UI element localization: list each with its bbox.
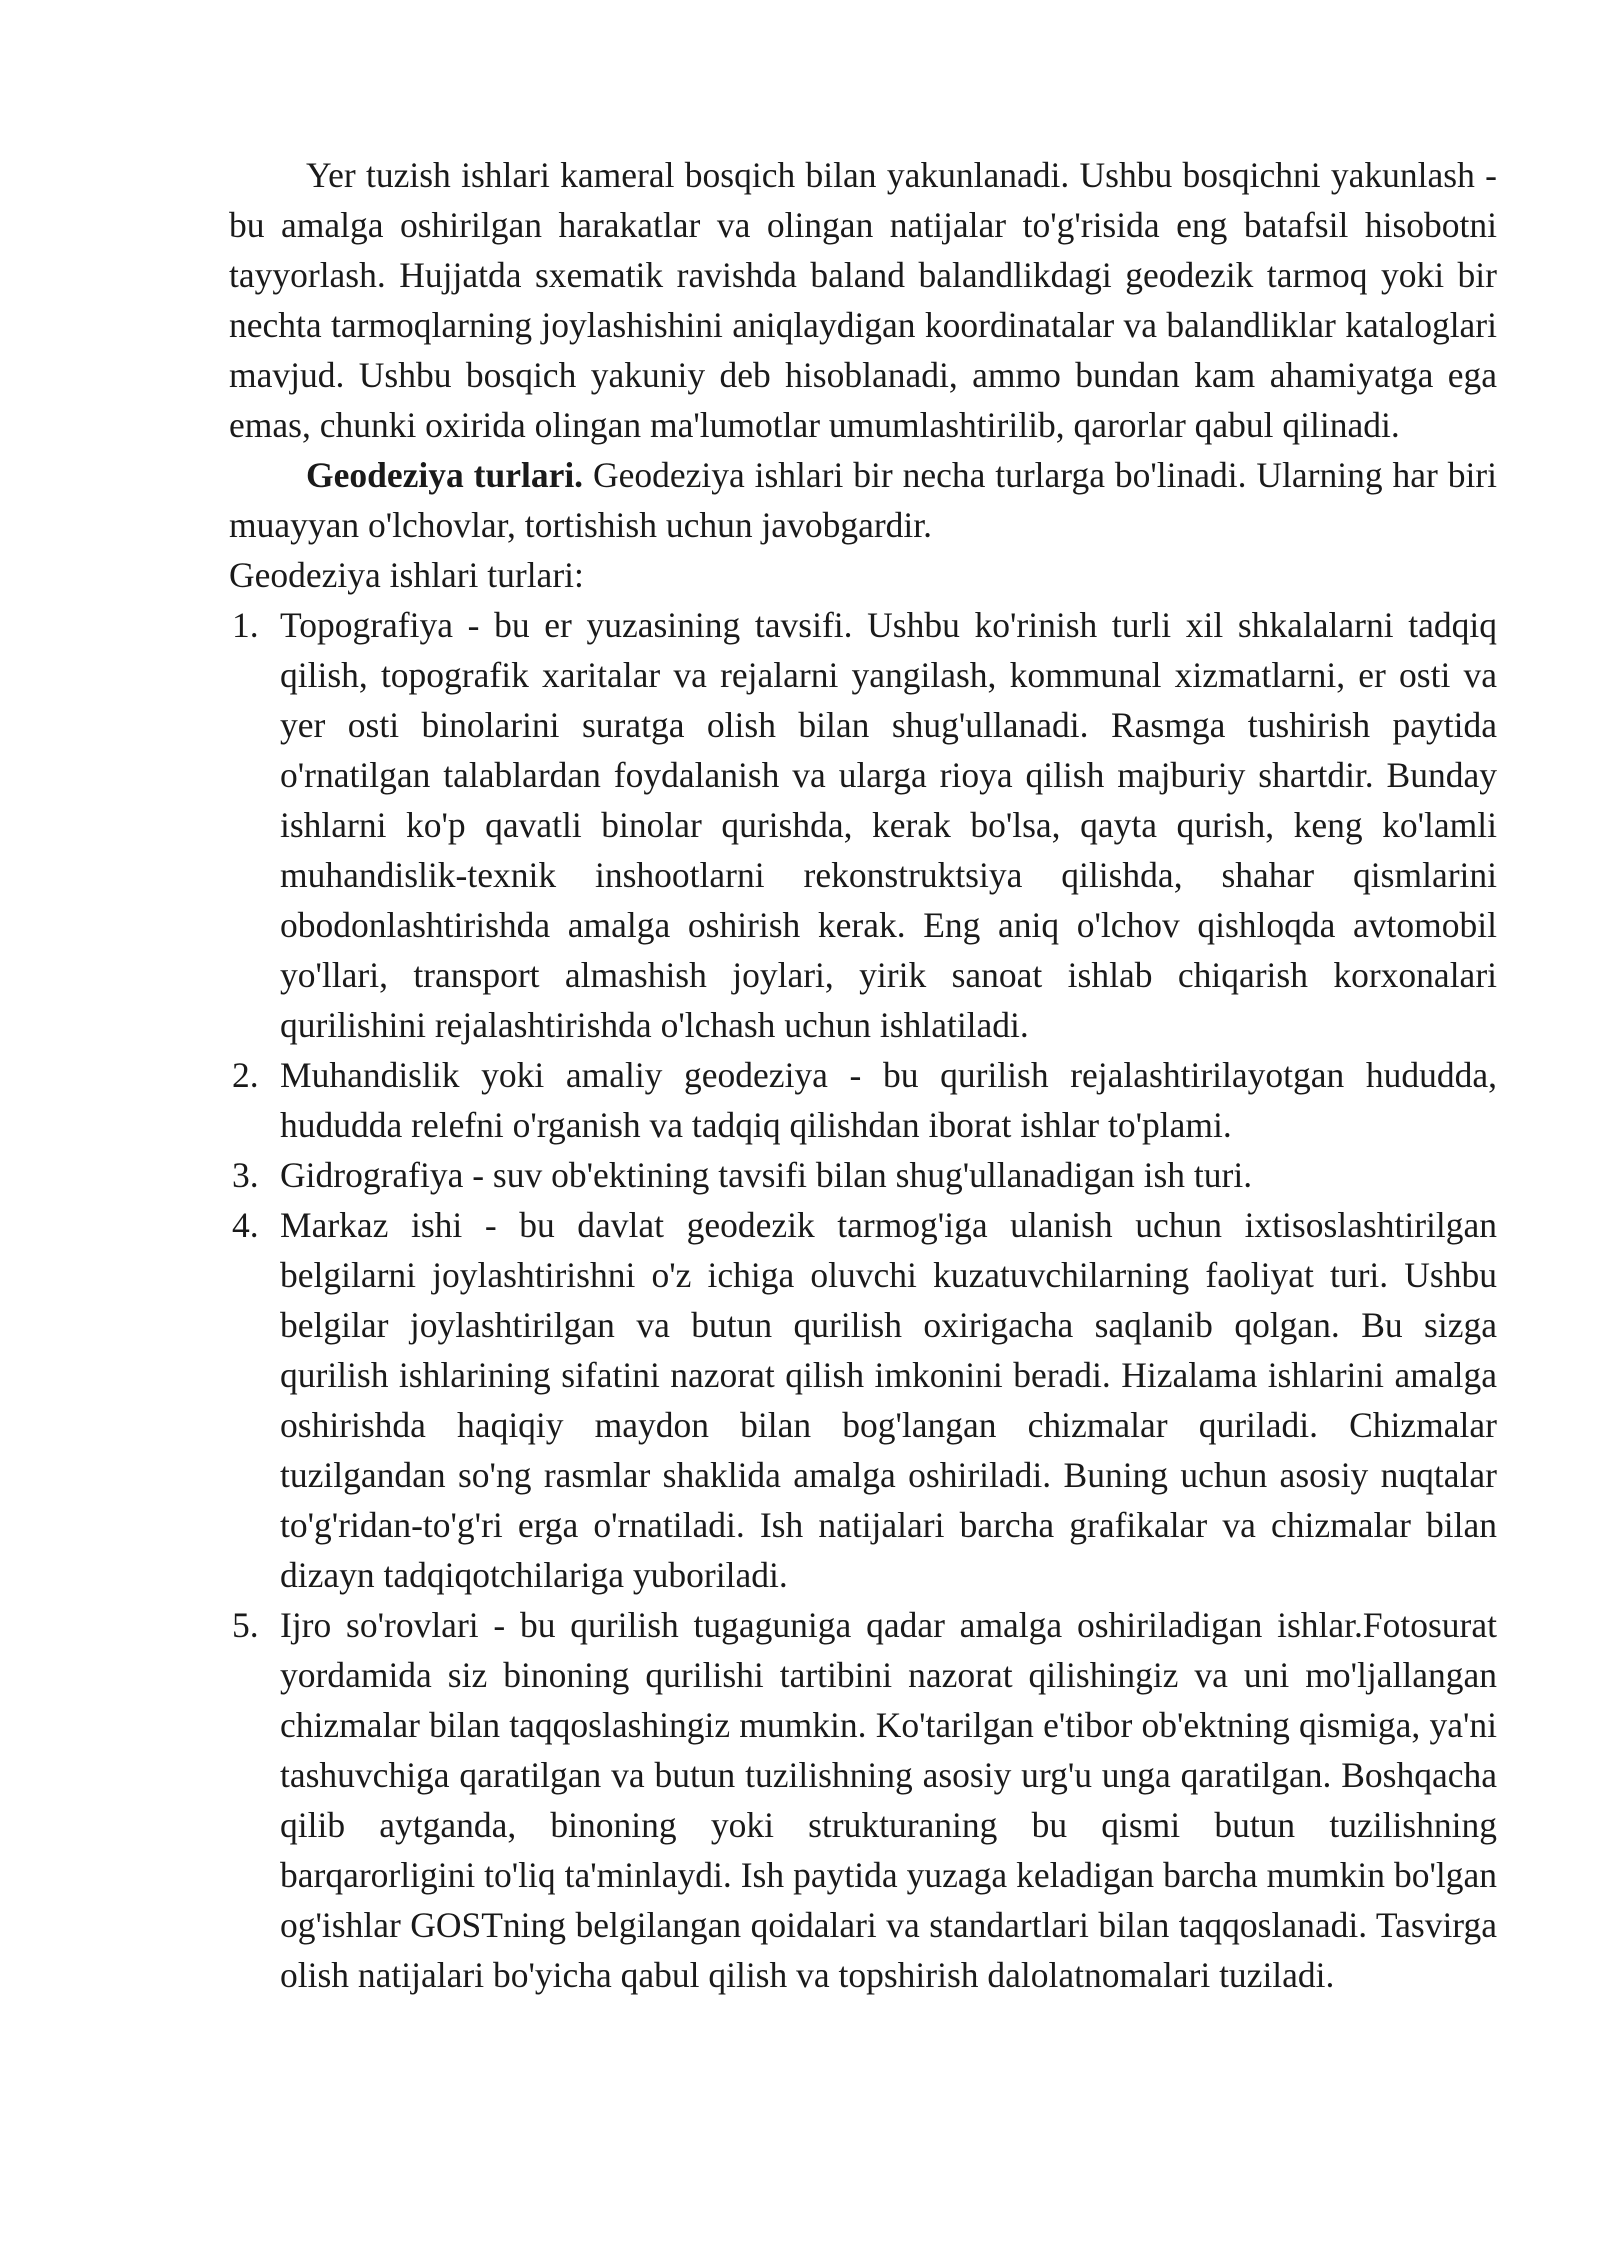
list-item bbox=[229, 600, 1497, 1050]
list-item-number: 1. bbox=[232, 605, 259, 645]
list-title: Geodeziya ishlari turlari: bbox=[229, 555, 584, 595]
list-item-text: Muhandislik yoki amaliy geodeziya - bu qurilish rejalashtirilayotgan hududda, hududda relefni o'rganish va tadqiq qilishdan iborat ishlar to'plami. bbox=[280, 1055, 1497, 1145]
list-item-number: 4. bbox=[232, 1205, 259, 1245]
list-item-number: 3. bbox=[232, 1155, 259, 1195]
list-item-text: Ijro so'rovlari - bu qurilish tugaguniga qadar amalga oshiriladigan ishlar.Fotosurat yordamida siz binoning qurilishi tartibini nazorat qilishingiz va uni mo'ljallangan chizmalar bilan taqqoslashingiz mumkin. Ko'tarilgan e'tibor ob'ektning qismiga, ya'ni tashuvchiga qaratilgan va butun tuzilishning asosiy urg'u unga qaratilgan. Boshqacha qilib aytganda, binoning yoki strukturaning bu qismi butun tuzilishning barqarorligini to'liq ta'minlaydi. Ish paytida yuzaga keladigan barcha mumkin bo'lgan og'ishlar GOSTning belgilangan qoidalari va standartlari bilan taqqoslanadi. Tasvirga olish natijalari bo'yicha qabul qilish va topshirish dalolatnomalari tuziladi. bbox=[280, 1605, 1497, 1995]
list-item-text: Gidrografiya - suv ob'ektining tavsifi bilan shug'ullanadigan ish turi. bbox=[280, 1155, 1253, 1195]
list-item-number: 2. bbox=[232, 1055, 259, 1095]
list-item-text: Topografiya - bu er yuzasining tavsifi. Ushbu ko'rinish turli xil shkalalarni tadqiq qilish, topografik xaritalar va rejalarni yangilash, kommunal xizmatlarni, er osti va yer osti binolarini suratga olish bilan shug'ullanadi. Rasmga tushirish paytida o'rnatilgan talablardan foydalanish va ularga rioya qilish majburiy shartdir. Bunday ishlarni ko'p qavatli binolar qurishda, kerak bo'lsa, qayta qurish, keng ko'lamli muhandislik-texnik inshootlarni rekonstruktsiya qilishda, shahar qismlarini obodonlashtirishda amalga oshirish kerak. Eng aniq o'lchov qishloqda avtomobil yo'llari, transport almashish joylari, yirik sanoat ishlab chiqarish korxonalari qurilishini rejalashtirishda o'lchash uchun ishlatiladi. bbox=[280, 605, 1497, 1045]
types-heading-paragraph bbox=[229, 450, 1497, 550]
list-item bbox=[229, 1600, 1497, 2000]
work-types-list bbox=[229, 600, 1497, 2000]
types-heading-text: Geodeziya ishlari bir necha turlarga bo'linadi. Ularning har biri muayyan o'lchovlar, tortishish uchun javobgardir. bbox=[229, 455, 1497, 545]
types-heading-bold: Geodeziya turlari. bbox=[306, 455, 584, 495]
document-page bbox=[229, 150, 1497, 2000]
list-item bbox=[229, 1200, 1497, 1600]
intro-paragraph: Yer tuzish ishlari kameral bosqich bilan yakunlanadi. Ushbu bosqichni yakunlash - bu amalga oshirilgan harakatlar va olingan natijalar to'g'risida eng batafsil hisobotni tayyorlash. Hujjatda sxematik ravishda baland balandlikdagi geodezik tarmoq yoki bir nechta tarmoqlarning joylashishini aniqlaydigan koordinatalar va balandliklar kataloglari mavjud. Ushbu bosqich yakuniy deb hisoblanadi, ammo bundan kam ahamiyatga ega emas, chunki oxirida olingan ma'lumotlar umumlashtirilib, qarorlar qabul qilinadi. bbox=[229, 155, 1497, 445]
list-item-number: 5. bbox=[232, 1605, 259, 1645]
list-item-text: Markaz ishi - bu davlat geodezik tarmog'iga ulanish uchun ixtisoslashtirilgan belgilarni joylashtirishni o'z ichiga oluvchi kuzatuvchilarning faoliyat turi. Ushbu belgilar joylashtirilgan va butun qurilish oxirigacha saqlanib qolgan. Bu sizga qurilish ishlarining sifatini nazorat qilish imkonini beradi. Hizalama ishlarini amalga oshirishda haqiqiy maydon bilan bog'langan chizmalar quriladi. Chizmalar tuzilgandan so'ng rasmlar shaklida amalga oshiriladi. Buning uchun asosiy nuqtalar to'g'ridan-to'g'ri erga o'rnatiladi. Ish natijalari barcha grafikalar va chizmalar bilan dizayn tadqiqotchilariga yuboriladi. bbox=[280, 1205, 1497, 1595]
list-item bbox=[229, 1150, 1497, 1200]
list-item bbox=[229, 1050, 1497, 1150]
